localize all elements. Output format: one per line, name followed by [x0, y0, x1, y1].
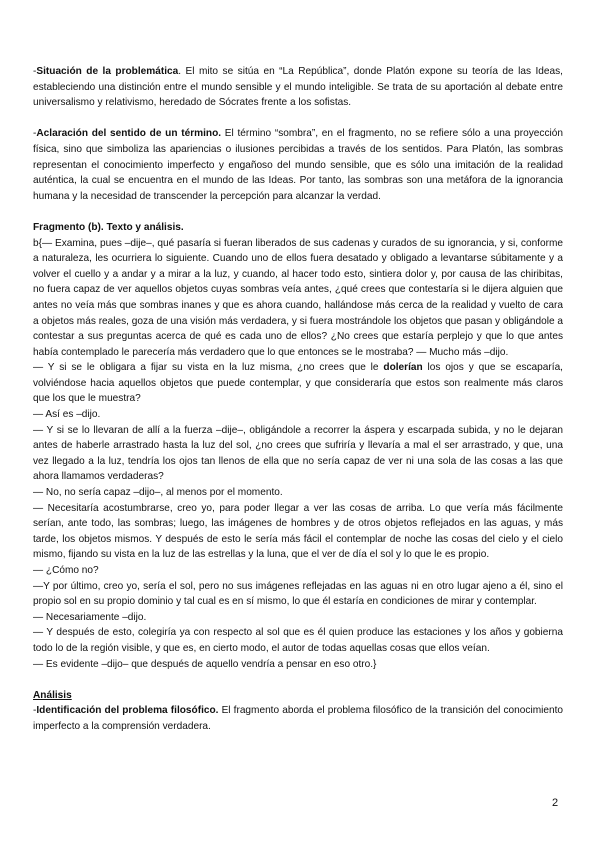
fragment-heading: Fragmento (b). Texto y análisis.	[33, 221, 184, 233]
dialogue-line: — Necesitaría acostumbrarse, creo yo, para poder llegar a ver las cosas de arriba. Lo que vería más fácilmente serían, ante todo, las sombras; luego, las imágenes de hombres y de otros objetos reflejados en las aguas, y más tarde, los objetos mismos. Y después de esto le sería más fácil el contemplar de noche las cosas del cielo y el cielo mismo, fijando su vista en la luz de las estrellas y la luna, que el ver de día el sol y lo que le es propio.	[33, 502, 563, 561]
dialogue-line: — Es evidente –dijo– que después de aquello vendría a pensar en eso otro.}	[33, 658, 377, 670]
section-situacion: -Situación de la problemática. El mito se sitúa en “La República”, donde Platón expone su teoría de las Ideas, estableciendo una distinción entre el mundo sensible y el mundo inteligible. Se trata de su aportación al debate entre universalismo y relativismo, heredado de Sócrates frente a los sofistas.	[33, 66, 563, 109]
dialogue-line	[33, 360, 563, 407]
section-aclaracion-lead: Aclaración del sentido de un término.	[36, 128, 222, 140]
dialogue-line-part: los ojos y que se escaparía, volviéndose hacia aquellos objetos que puede contemplar, y que consideraría que estos son realmente más claros que los que le muestra?	[33, 362, 563, 405]
dialogue-bold-word: dolerían	[383, 362, 423, 374]
page-number: 2	[552, 797, 559, 809]
section-situacion-lead: Situación de la problemática	[36, 66, 179, 77]
spacer	[33, 204, 563, 220]
fragment-intro: b{— Examina, pues –dije–, qué pasaría si fueran liberados de sus cadenas y curados de su ignorancia, y si, conforme a naturaleza, les ocurriera lo siguiente. Cuando uno de ellos fuera desatado y obligado a levantarse súbitamente y a volver el cuello y a andar y a mirar a la luz, y cuando, al hacer todo esto, sintiera dolor y, por causa de las chiribitas, no fuera capaz de ver aquellos objetos cuyas sombras veía antes, ¿qué crees que contestaría si le dijera alguien que antes no veía más que sombras inanes y que es ahora cuando, hallándose más cerca de la realidad y vuelto de cara a objetos más reales, goza de una visión más verdadera, y si fuera mostrándole los objetos que pasan y obligándole a contestar a sus preguntas acerca de qué es cada uno de ellos? ¿No crees que estaría perplejo y que lo que antes había contemplado le parecería más verdadero que lo que entonces se le mostraba? — Mucho más –dijo.	[33, 237, 563, 358]
analysis-heading: Análisis	[33, 689, 72, 701]
dialogue-line: — Y después de esto, colegiría ya con respecto al sol que es él quien produce las estaciones y los años y gobierna todo lo de la región visible, y que es, en cierto modo, el autor de todas aquellas cosas que ellos veían.	[33, 627, 563, 654]
dialogue-line: — No, no sería capaz –dijo–, al menos por el momento.	[33, 487, 283, 499]
analysis-identification-lead: Identificación del problema filosófico.	[36, 705, 219, 717]
spacer	[33, 111, 563, 127]
dialogue-line: — Y si se lo llevaran de allí a la fuerza –dije–, obligándole a recorrer la áspera y escarpada subida, y no le dejaran antes de haberle arrastrado hasta la luz del sol, ¿no crees que sufriría y llevaría a mal el ser arrastrado, y que, una vez llegado a la luz, tendría los ojos tan llenos de ella que no sería capaz de ver ni una sola de las cosas a las que ahora llamamos verdaderas?	[33, 424, 563, 483]
dialogue-line: — Así es –dijo.	[33, 409, 101, 421]
dialogue-line: — ¿Cómo no?	[33, 565, 99, 576]
dialogue-line: — Necesariamente –dijo.	[33, 611, 147, 623]
dialogue-line-part: — Y si se le obligara a fijar su vista en la luz misma, ¿no crees que le	[33, 362, 384, 374]
section-situacion-text: . El mito se sitúa en “La República”, donde Platón expone su teoría de las Ideas, estableciendo una distinción entre el mundo sensible y el mundo inteligible. Se trata de su aportación al debate entre universalismo y relativismo, heredado de Sócrates frente a los sofistas.	[33, 66, 563, 109]
spacer	[33, 672, 563, 688]
section-aclaracion-text: El término “sombra”, en el fragmento, no se refiere sólo a una proyección física, sino que simboliza las apariencias o ilusiones percibidas a través de los sentidos. Para Platón, las sombras representan el conocimiento imperfecto y engañoso del mundo sensible, que es sólo una imitación de la realidad auténtica, la cual se encuentra en el mundo de las Ideas. Por tanto, las sombras son una metáfora de la ignorancia humana y la necesidad de transcender la percepción para alcanzar la verdad.	[33, 128, 563, 202]
section-aclaracion: -Aclaración del sentido de un término. El término “sombra”, en el fragmento, no se refiere sólo a una proyección física, sino que simboliza las apariencias o ilusiones percibidas a través de los sentidos. Para Platón, las sombras representan el conocimiento imperfecto y engañoso del mundo sensible, que es sólo una imitación de la realidad auténtica, la cual se encuentra en el mundo de las Ideas. Por tanto, las sombras son una metáfora de la ignorancia humana y la necesidad de transcender la percepción para alcanzar la verdad.	[33, 128, 563, 202]
analysis-identification-text: El fragmento aborda el problema filosófico de la transición del conocimiento imperfecto a la comprensión verdadera.	[33, 705, 563, 732]
analysis-identification: -Identificación del problema filosófico. El fragmento aborda el problema filosófico de la transición del conocimiento imperfecto a la comprensión verdadera.	[33, 705, 563, 732]
page-content	[33, 64, 563, 735]
dialogue-line: —Y por último, creo yo, sería el sol, pero no sus imágenes reflejadas en las aguas ni en otro lugar ajeno a él, sino el propio sol en su propio dominio y tal cual es en sí mismo, lo que él estaría en condiciones de mirar y contemplar.	[33, 580, 563, 608]
